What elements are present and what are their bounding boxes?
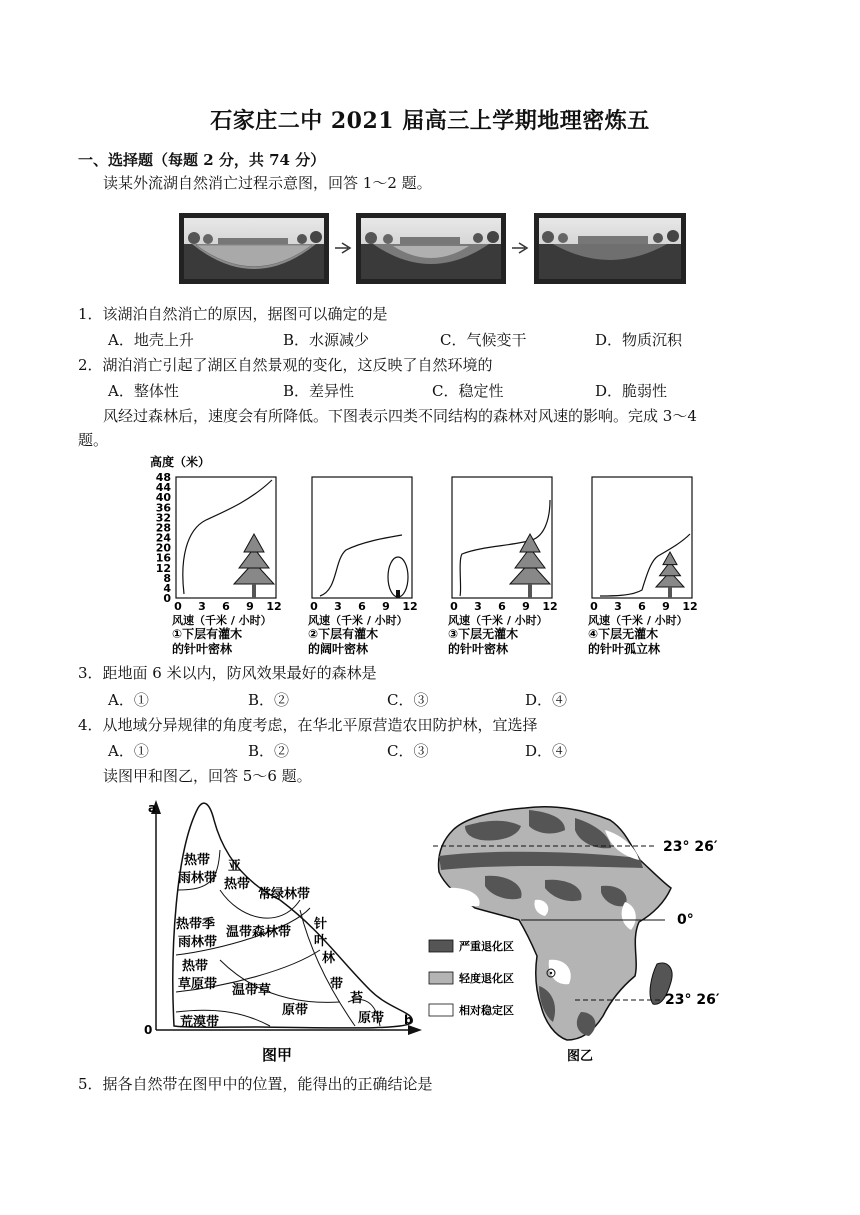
wind-ylabel: 高度（米） xyxy=(150,455,211,469)
wind-xtick-label: 3 xyxy=(198,600,206,613)
wind-ytick-label: 40 xyxy=(155,491,171,505)
wind-xtick-label: 6 xyxy=(358,600,366,613)
intro-wind-line1: 风经过森林后，速度会有所降低。下图表示四类不同结构的森林对风速的影响。完成 3～4 xyxy=(103,407,697,425)
wind-xtick-label: 9 xyxy=(382,600,390,613)
wind-panel-caption: 的阔叶密林 xyxy=(308,642,369,656)
wind-xtick-label: 3 xyxy=(334,600,342,613)
q5-stem: 5．据各自然带在图甲中的位置，能得出的正确结论是 xyxy=(78,1075,433,1093)
wind-xtick-label: 9 xyxy=(662,600,670,613)
svg-text:雨林带: 雨林带 xyxy=(178,871,218,886)
jia-caption: 图甲 xyxy=(262,1046,293,1064)
wind-ytick-label: 48 xyxy=(155,471,171,484)
wind-panel-caption: ④下层无灌木 xyxy=(588,627,659,641)
svg-text:热带: 热带 xyxy=(182,959,209,974)
q3-option-a[interactable]: A．① xyxy=(108,691,149,709)
q4-option-d[interactable]: D．④ xyxy=(525,742,568,760)
svg-text:温带森林带: 温带森林带 xyxy=(226,925,292,940)
lat-north-label: 23° 26′ xyxy=(663,839,718,855)
wind-ytick-label: 44 xyxy=(155,481,171,495)
lake-stage-2 xyxy=(356,213,506,284)
origin-label: 0 xyxy=(144,1023,153,1037)
svg-text:轻度退化区: 轻度退化区 xyxy=(459,972,514,985)
wind-ytick-label: 36 xyxy=(155,501,171,515)
q3-option-c[interactable]: C．③ xyxy=(387,691,429,709)
wind-xlabel: 风速（千米 / 小时） xyxy=(448,614,548,627)
wind-xtick-label: 6 xyxy=(498,600,506,613)
q3-option-b[interactable]: B．② xyxy=(248,691,290,709)
q2-stem: 2．湖泊消亡引起了湖区自然景观的变化，这反映了自然环境的 xyxy=(78,356,493,374)
wind-xtick-label: 0 xyxy=(174,600,182,613)
wind-panel-2 xyxy=(308,477,418,656)
figure-jia xyxy=(140,790,430,1070)
wind-panel-4 xyxy=(588,477,698,656)
wind-xtick-label: 3 xyxy=(614,600,622,613)
legend-swatch-stable xyxy=(429,1004,453,1016)
svg-text:原带: 原带 xyxy=(282,1003,309,1018)
q2-option-d[interactable]: D．脆弱性 xyxy=(595,382,668,400)
wind-xlabel: 风速（千米 / 小时） xyxy=(308,614,408,627)
wind-xtick-label: 0 xyxy=(590,600,598,613)
wind-panel-1 xyxy=(172,477,282,656)
lake-process-diagram xyxy=(178,212,688,286)
wind-xtick-label: 0 xyxy=(310,600,318,613)
q1-stem: 1．该湖泊自然消亡的原因，据图可以确定的是 xyxy=(78,305,388,323)
q1-option-b[interactable]: B．水源减少 xyxy=(283,331,370,349)
wind-panel-caption: ②下层有灌木 xyxy=(308,627,379,641)
svg-text:雨林带: 雨林带 xyxy=(178,935,218,950)
lake-stage-1 xyxy=(179,213,329,284)
svg-text:常绿林带: 常绿林带 xyxy=(258,887,311,902)
page-title: 石家庄二中 2021 届高三上学期地理密炼五 xyxy=(210,108,650,134)
wind-panel-3 xyxy=(448,477,558,656)
q4-option-b[interactable]: B．② xyxy=(248,742,290,760)
yi-legend xyxy=(429,939,514,1017)
q4-stem: 4．从地域分异规律的角度考虑，在华北平原营造农田防护林，宜选择 xyxy=(78,716,538,734)
figure-yi xyxy=(425,790,735,1070)
intro-figures: 读图甲和图乙，回答 5～6 题。 xyxy=(103,767,312,785)
q3-stem: 3．距地面 6 米以内，防风效果最好的森林是 xyxy=(78,664,377,682)
svg-text:针: 针 xyxy=(314,917,328,932)
q1-option-d[interactable]: D．物质沉积 xyxy=(595,331,683,349)
wind-xtick-label: 12 xyxy=(682,600,698,613)
svg-text:亚: 亚 xyxy=(228,859,242,874)
q2-option-b[interactable]: B．差异性 xyxy=(283,382,355,400)
svg-text:严重退化区: 严重退化区 xyxy=(459,940,514,953)
intro-lake: 读某外流湖自然消亡过程示意图，回答 1～2 题。 xyxy=(103,174,432,192)
axis-b-label: b xyxy=(404,1013,413,1027)
q1-option-a[interactable]: A．地壳上升 xyxy=(108,331,194,349)
equator-label: 0° xyxy=(677,912,694,928)
legend-swatch-severe xyxy=(429,940,453,952)
q4-option-a[interactable]: A．① xyxy=(108,742,149,760)
wind-ytick-label: 28 xyxy=(155,521,171,535)
wind-xtick-label: 0 xyxy=(450,600,458,613)
wind-xtick-label: 12 xyxy=(542,600,558,613)
q2-option-c[interactable]: C．稳定性 xyxy=(432,382,504,400)
wind-ytick-label: 8 xyxy=(163,571,171,585)
wind-xtick-label: 9 xyxy=(522,600,530,613)
svg-text:带: 带 xyxy=(330,977,344,992)
arrow-icon xyxy=(335,243,350,253)
wind-panel-caption: ①下层有灌木 xyxy=(172,627,243,641)
wind-panel-caption: 的针叶密林 xyxy=(172,642,233,656)
wind-ytick-label: 32 xyxy=(155,511,171,525)
wind-xtick-label: 6 xyxy=(638,600,646,613)
q3-option-d[interactable]: D．④ xyxy=(525,691,568,709)
wind-xtick-label: 12 xyxy=(266,600,282,613)
q2-option-a[interactable]: A．整体性 xyxy=(108,382,179,400)
conifer-tree-icon xyxy=(663,552,677,565)
svg-text:热带: 热带 xyxy=(184,853,211,868)
lat-south-label: 23° 26′ xyxy=(665,992,720,1008)
svg-text:苔: 苔 xyxy=(350,991,364,1006)
wind-ytick-label: 24 xyxy=(155,531,171,545)
wind-yticks xyxy=(156,471,172,605)
svg-text:热带季: 热带季 xyxy=(176,917,216,932)
wind-ytick-label: 16 xyxy=(155,551,171,565)
section-heading: 一、选择题（每题 2 分，共 74 分） xyxy=(78,151,326,169)
wind-xtick-label: 3 xyxy=(474,600,482,613)
svg-text:叶: 叶 xyxy=(314,934,328,949)
svg-text:荒漠带: 荒漠带 xyxy=(180,1015,220,1030)
svg-text:相对稳定区: 相对稳定区 xyxy=(459,1004,514,1017)
wind-panel-caption: ③下层无灌木 xyxy=(448,627,519,641)
wind-panel-caption: 的针叶密林 xyxy=(448,642,509,656)
svg-text:草原带: 草原带 xyxy=(178,977,218,992)
intro-wind-line2: 题。 xyxy=(78,431,109,449)
svg-text:热带: 热带 xyxy=(224,877,251,892)
wind-panel-caption: 的针叶孤立林 xyxy=(588,642,661,656)
wind-xlabel: 风速（千米 / 小时） xyxy=(172,614,272,627)
jia-zone-labels xyxy=(176,852,384,1030)
wind-xtick-label: 9 xyxy=(246,600,254,613)
arrow-icon xyxy=(512,243,527,253)
wind-xtick-label: 6 xyxy=(222,600,230,613)
wind-speed-figure xyxy=(140,450,740,660)
q1-option-c[interactable]: C．气候变干 xyxy=(440,331,527,349)
wind-ytick-label: 4 xyxy=(163,581,171,595)
svg-text:温带草: 温带草 xyxy=(232,983,272,998)
wind-ytick-label: 0 xyxy=(163,592,171,605)
svg-text:林: 林 xyxy=(322,951,336,966)
wind-ytick-label: 20 xyxy=(155,541,171,555)
q4-option-c[interactable]: C．③ xyxy=(387,742,429,760)
wind-xlabel: 风速（千米 / 小时） xyxy=(588,614,688,627)
svg-text:原带: 原带 xyxy=(358,1011,385,1026)
legend-swatch-light xyxy=(429,972,453,984)
lake-stage-3 xyxy=(534,213,686,284)
yi-caption: 图乙 xyxy=(567,1049,594,1064)
wind-xtick-label: 12 xyxy=(402,600,418,613)
conifer-tree-icon xyxy=(244,534,264,552)
axis-a-label: a xyxy=(148,801,157,815)
wind-ytick-label: 12 xyxy=(155,561,171,575)
